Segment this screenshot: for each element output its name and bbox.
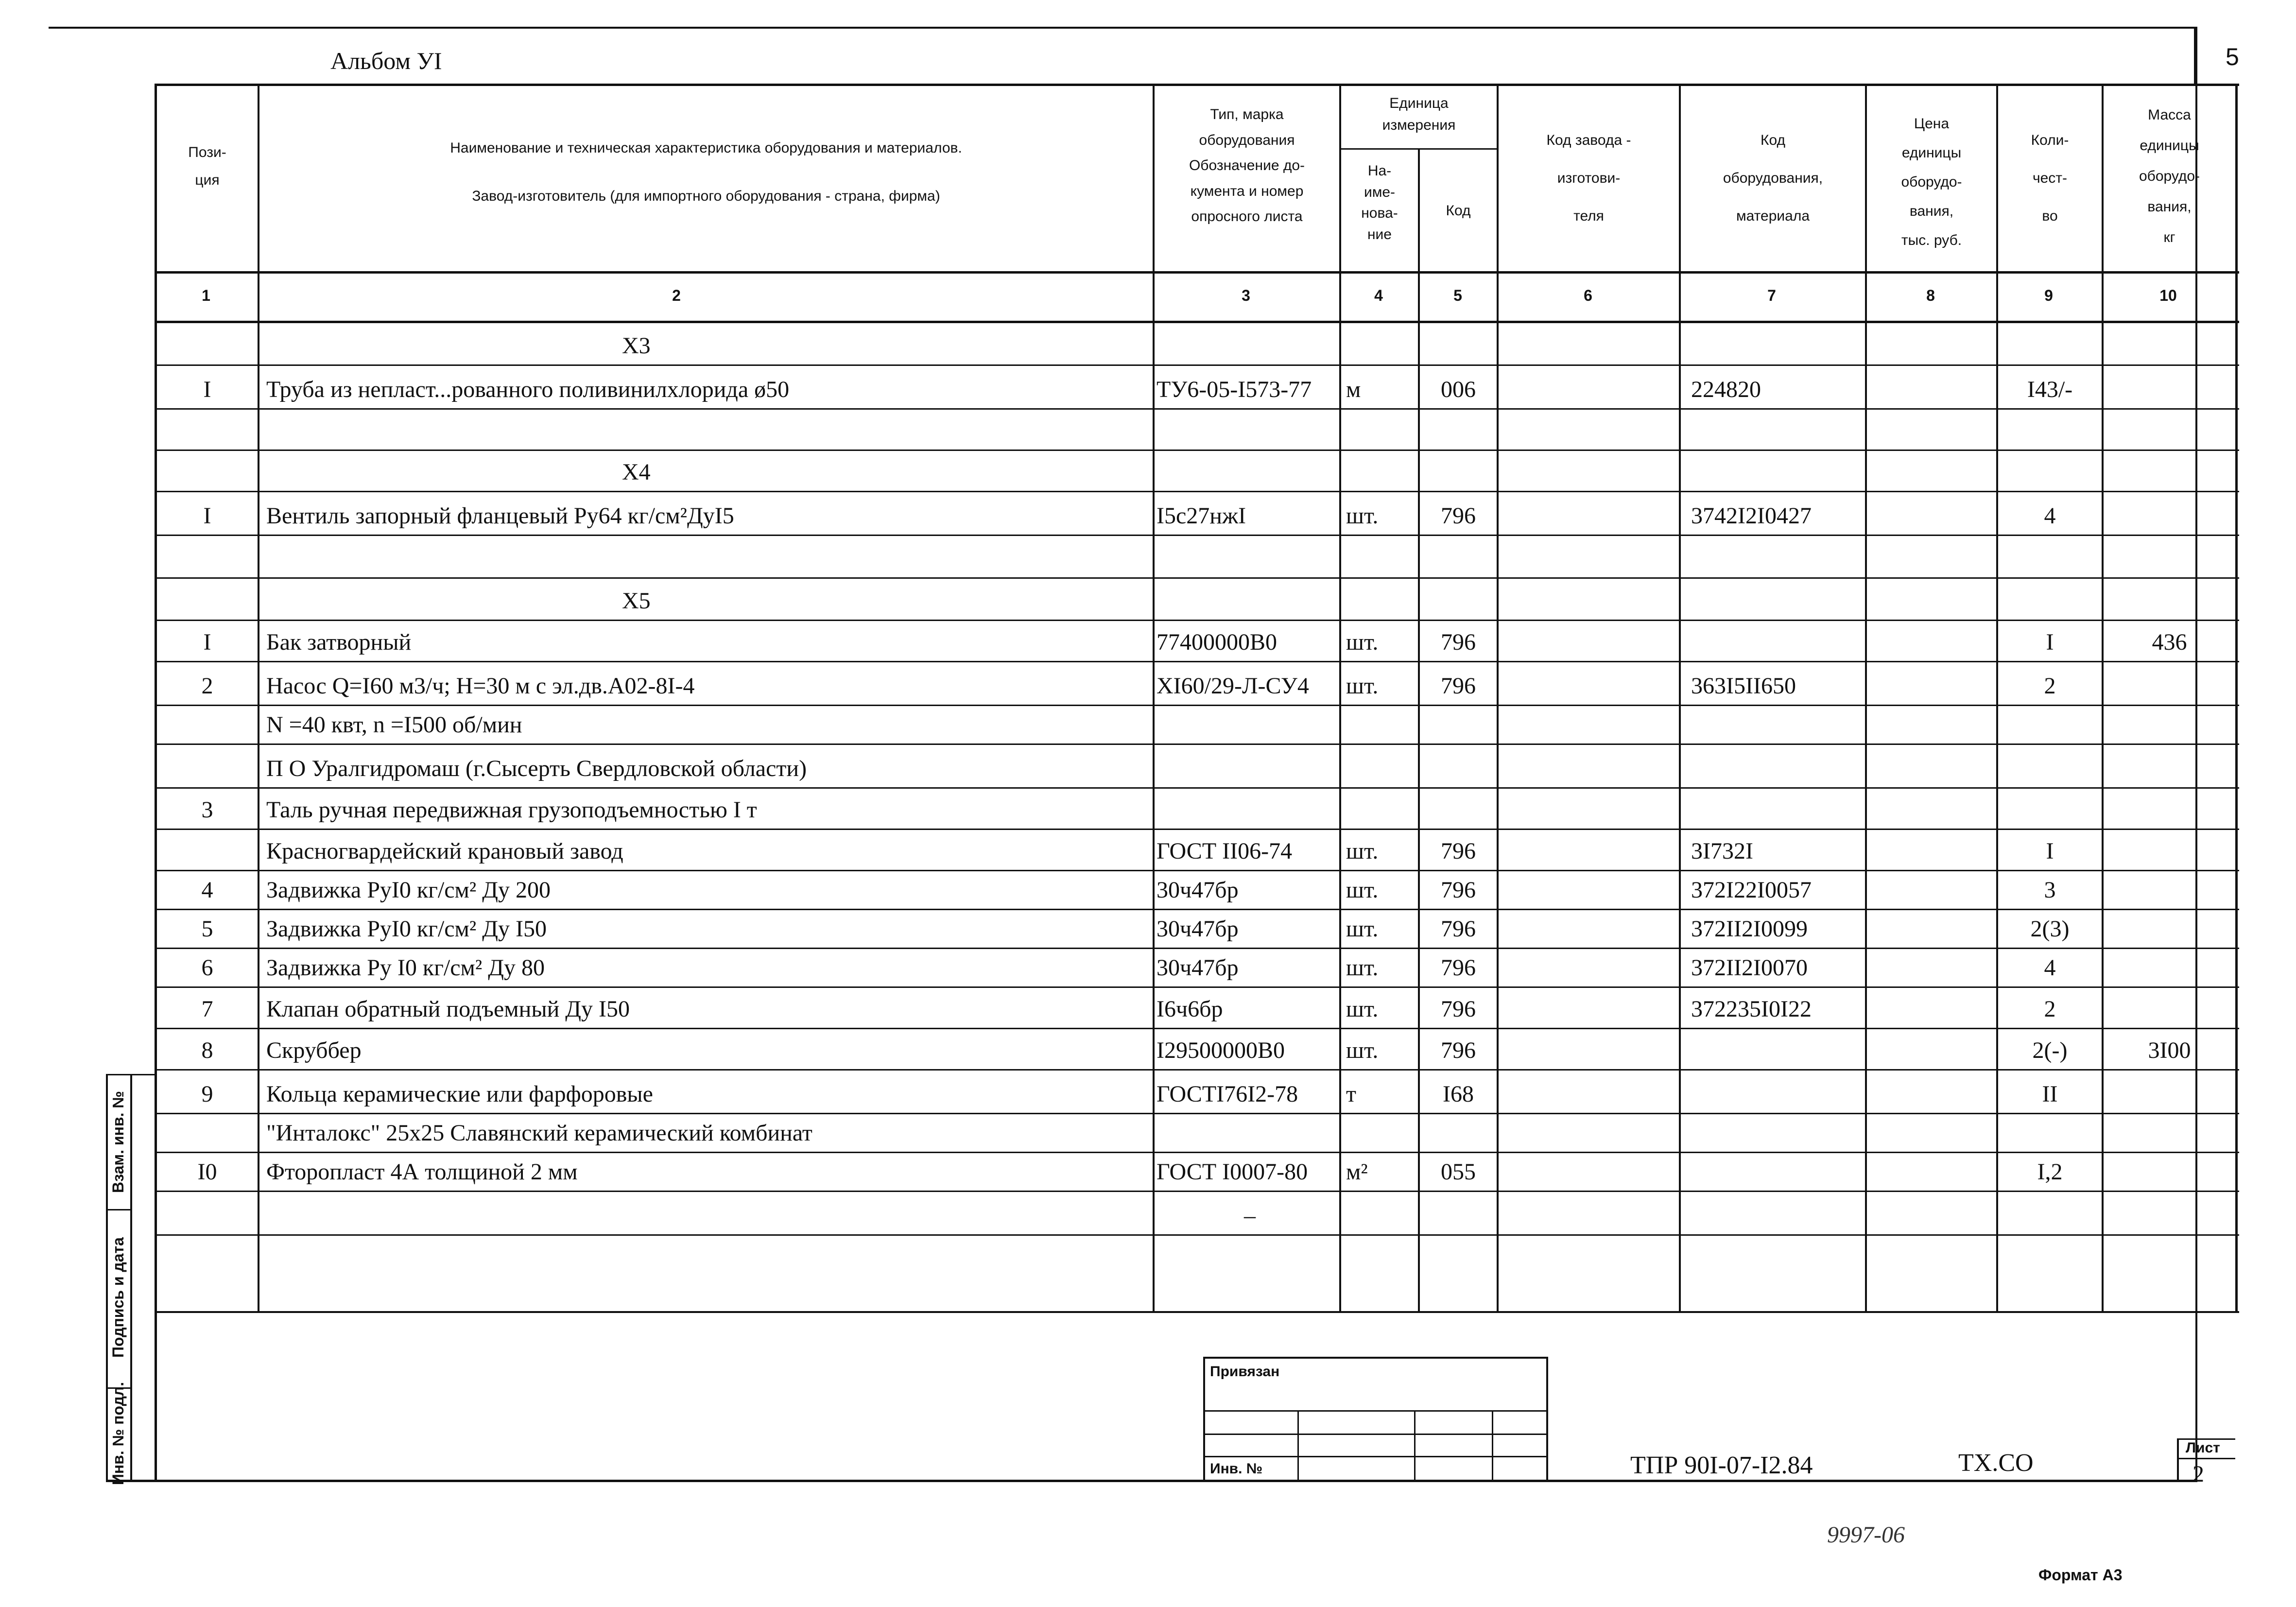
cell-name: Труба из непласт...рованного поливинилхлорида ø50 [266, 377, 790, 402]
cell-equip: 372II2I0070 [1691, 955, 1808, 981]
cell-unit: т [1346, 1081, 1356, 1107]
colnum-7: 7 [1767, 287, 1776, 304]
cell-name: Красногвардейский крановый завод [266, 838, 623, 864]
header-equipment-code: Код оборудования, материала [1723, 132, 1823, 224]
header-name: Наименование и техническая характеристика оборудования и материалов. Завод-изготовитель (для импортного оборудования - страна, фирма) [450, 140, 962, 204]
cell-type: I29500000В0 [1157, 1037, 1285, 1063]
cell-code: 796 [1441, 673, 1476, 699]
cell-qty: I43/- [2027, 377, 2073, 402]
cell-equip: 3742I2I0427 [1691, 503, 1812, 529]
album-title: Альбом УI [330, 47, 442, 74]
cell-type: – [1244, 1203, 1256, 1228]
cell-equip: 363I5II650 [1691, 673, 1796, 699]
cell-name: Таль ручная передвижная грузоподъемностью I т [266, 797, 757, 823]
cell-equip: 372235I0I22 [1691, 996, 1812, 1022]
cell-qty: I [2046, 629, 2054, 655]
cell-name: "Инталокс" 25х25 Славянский керамический комбинат [266, 1120, 812, 1146]
stamp-sheet-number: 2 [2192, 1461, 2204, 1487]
header-unit-code: Код [1446, 203, 1471, 219]
cell-pos: 4 [201, 877, 213, 903]
cell-code: 055 [1441, 1159, 1476, 1185]
cell-code: 796 [1441, 503, 1476, 529]
stamp-code: ТХ.СО [1958, 1449, 2034, 1477]
cell-name: Вентиль запорный фланцевый Ру64 кг/см²ДуI5 [266, 503, 734, 529]
cell-name: Задвижка РуI0 кг/см² Ду 200 [266, 877, 551, 903]
cell-qty: 2 [2044, 996, 2056, 1022]
cell-pos: 7 [201, 996, 213, 1022]
cell-qty: 2(3) [2030, 916, 2070, 942]
cell-unit: м [1346, 377, 1361, 402]
cell-name: Фторопласт 4А толщиной 2 мм [266, 1159, 578, 1185]
cell-name: Задвижка РуI0 кг/см² Ду I50 [266, 916, 547, 942]
cell-name: Бак затворный [266, 629, 412, 655]
cell-qty: I [2046, 838, 2054, 864]
cell-unit: шт. [1346, 877, 1379, 903]
cell-name: П О Уралгидромаш (г.Сысерть Свердловской области) [266, 756, 807, 781]
header-position: Пози- ция [188, 144, 226, 188]
cell-type: ТУ6-05-I573-77 [1157, 377, 1312, 402]
cell-type: ГОСТ I0007-80 [1157, 1159, 1308, 1185]
header-unit-group: Единица измерения [1382, 95, 1456, 133]
cell-qty: 4 [2044, 955, 2056, 981]
colnum-9: 9 [2044, 287, 2053, 304]
cell-code: 796 [1441, 838, 1476, 864]
colnum-10: 10 [2159, 287, 2177, 304]
cell-qty: I,2 [2037, 1159, 2063, 1185]
cell-equip: 372II2I0099 [1691, 916, 1808, 942]
cell-pos: I0 [197, 1159, 217, 1185]
cell-pos: 2 [201, 673, 213, 699]
cell-code: I68 [1443, 1081, 1474, 1107]
header-price: Цена единицы оборудо- вания, тыс. руб. [1901, 116, 1962, 248]
cell-code: 796 [1441, 955, 1476, 981]
cell-pos: 9 [201, 1081, 213, 1107]
page-number: 5 [2226, 43, 2239, 70]
colnum-1: 1 [202, 287, 210, 304]
colnum-2: 2 [672, 287, 681, 304]
colnum-4: 4 [1374, 287, 1383, 304]
stamp-designation: ТПР 90I-07-I2.84 [1630, 1451, 1813, 1479]
cell-name: N =40 квт, n =I500 об/мин [266, 712, 522, 738]
cell-unit: шт. [1346, 838, 1379, 864]
cell-type: ГОСТ II06-74 [1157, 838, 1293, 864]
cell-pos: 3 [201, 797, 213, 823]
side-label-signature-date: Подпись и дата [109, 1237, 127, 1358]
cell-qty: 3 [2044, 877, 2056, 903]
cell-equip: 3I732I [1691, 838, 1753, 864]
cell-type: 30ч47бр [1157, 916, 1239, 942]
cell-pos: I [203, 377, 211, 402]
colnum-5: 5 [1453, 287, 1462, 304]
header-plant-code: Код завода - изготови- теля [1546, 132, 1631, 224]
stamp-bound-label: Привязан [1210, 1364, 1280, 1380]
cell-type: ХI60/29-Л-СУ4 [1157, 673, 1309, 699]
cell-name: Х3 [622, 333, 651, 359]
cell-type: 77400000В0 [1157, 629, 1277, 655]
cell-code: 796 [1441, 916, 1476, 942]
cell-unit: шт. [1346, 955, 1379, 981]
cell-name: Х5 [622, 588, 651, 614]
cell-unit: шт. [1346, 996, 1379, 1022]
cell-unit: шт. [1346, 916, 1379, 942]
cell-unit: шт. [1346, 503, 1379, 529]
cell-unit: шт. [1346, 673, 1379, 699]
stamp-inv-label: Инв. № [1210, 1461, 1263, 1477]
cell-mass: 3I00 [2148, 1037, 2191, 1063]
cell-qty: 2(-) [2032, 1037, 2068, 1063]
cell-code: 796 [1441, 877, 1476, 903]
cell-qty: 2 [2044, 673, 2056, 699]
cell-qty: 4 [2044, 503, 2056, 529]
cell-name: Задвижка Ру I0 кг/см² Ду 80 [266, 955, 545, 981]
header-mass: Масса единицы оборудо- вания, кг [2139, 107, 2200, 245]
cell-pos: I [203, 629, 211, 655]
cell-type: 30ч47бр [1157, 877, 1239, 903]
cell-unit: шт. [1346, 629, 1379, 655]
cell-name: Насос Q=I60 м3/ч; Н=30 м с эл.дв.А02-8I-4 [266, 673, 695, 699]
cell-equip: 224820 [1691, 377, 1761, 402]
cell-qty: II [2042, 1081, 2058, 1107]
cell-type: ГОСТI76I2-78 [1157, 1081, 1298, 1107]
cell-name: Кольца керамические или фарфоровые [266, 1081, 653, 1107]
cell-unit: шт. [1346, 1037, 1379, 1063]
header-type: Тип, марка оборудования Обозначение до- кумента и номер опросного листа [1189, 106, 1305, 225]
side-label-replace-inv: Взам. инв. № [109, 1091, 127, 1193]
cell-type: 30ч47бр [1157, 955, 1239, 981]
cell-type: I5с27нжI [1157, 503, 1246, 529]
cell-name: Х4 [622, 459, 651, 485]
colnum-6: 6 [1584, 287, 1592, 304]
cell-pos: 5 [201, 916, 213, 942]
format-label: Формат А3 [2038, 1566, 2123, 1584]
header-unit-name: На- име- нова- ние [1361, 163, 1398, 242]
cell-code: 796 [1441, 996, 1476, 1022]
colnum-8: 8 [1926, 287, 1935, 304]
cell-type: I6ч6бр [1157, 996, 1223, 1022]
cell-name: Скруббер [266, 1037, 362, 1063]
cell-name: Клапан обратный подъемный Ду I50 [266, 996, 630, 1022]
side-label-inv-original: Инв. № подл. [109, 1382, 127, 1486]
cell-code: 796 [1441, 629, 1476, 655]
header-quantity: Коли- чест- во [2031, 132, 2069, 224]
cell-pos: 8 [201, 1037, 213, 1063]
cell-equip: 372I22I0057 [1691, 877, 1812, 903]
cell-unit: м² [1346, 1159, 1368, 1185]
cell-mass: 436 [2152, 629, 2187, 655]
cell-pos: I [203, 503, 211, 529]
handwritten-inventory-number: 9997-06 [1827, 1522, 1905, 1548]
cell-code: 006 [1441, 377, 1476, 402]
colnum-3: 3 [1242, 287, 1250, 304]
cell-pos: 6 [201, 955, 213, 981]
stamp-sheet-label: Лист [2186, 1440, 2220, 1456]
cell-code: 796 [1441, 1037, 1476, 1063]
